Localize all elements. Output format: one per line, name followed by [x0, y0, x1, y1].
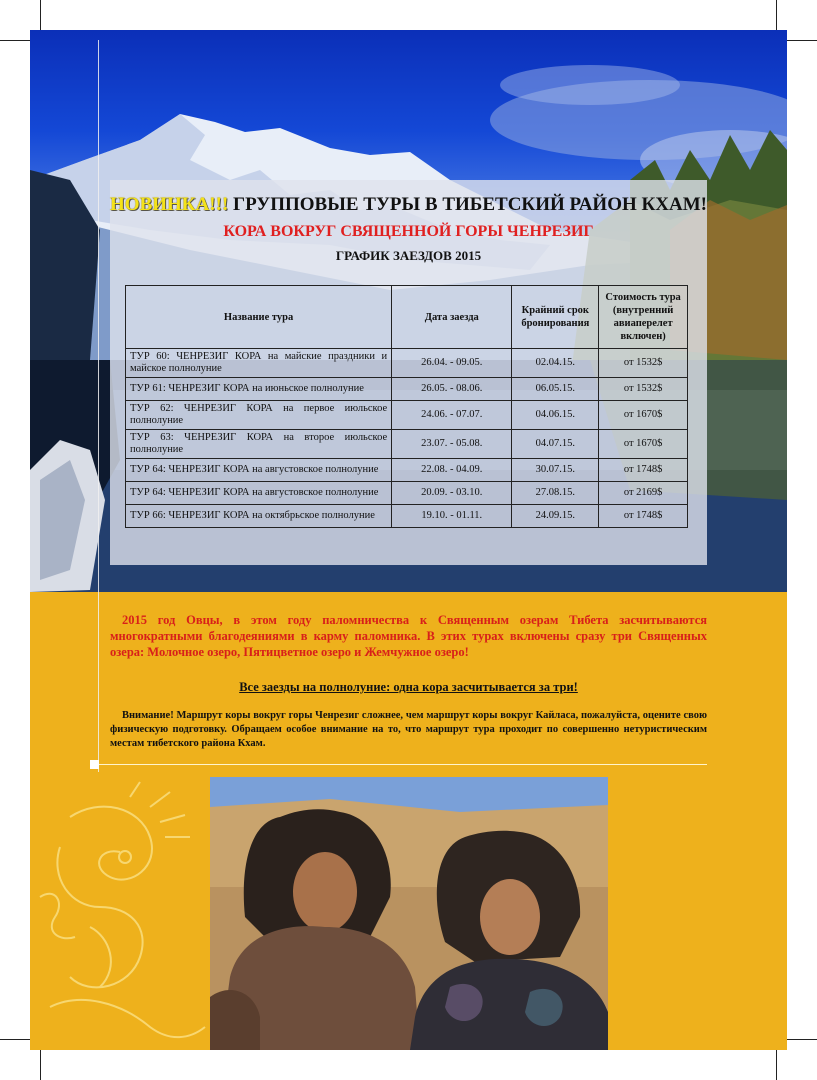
vertical-guide-line: [98, 40, 99, 772]
tour-price-cell: от 1670$: [599, 401, 688, 430]
divider-square: [90, 760, 99, 769]
column-header-price: Стоимость тура (внутренний авиаперелет включен): [599, 286, 688, 349]
flyer-page: [30, 30, 787, 1050]
tour-deadline-cell: 04.07.15.: [512, 430, 599, 459]
new-label: НОВИНКА!!!: [110, 194, 229, 215]
tour-deadline-cell: 04.06.15.: [512, 401, 599, 430]
tour-dates-cell: 26.04. - 09.05.: [392, 349, 512, 378]
tour-name-cell: ТУР 60: ЧЕНРЕЗИГ КОРА на майские праздники и майское полнолуние: [126, 349, 392, 378]
tour-schedule-panel: [110, 180, 707, 565]
dragon-ornament-icon: [30, 777, 210, 1050]
column-header-dates: Дата заезда: [392, 286, 512, 349]
tour-price-cell: от 1748$: [599, 505, 688, 528]
crop-mark: [787, 40, 817, 41]
tour-dates-cell: 23.07. - 05.08.: [392, 430, 512, 459]
tour-name-cell: ТУР 64: ЧЕНРЕЗИГ КОРА на августовское полнолуние: [126, 459, 392, 482]
tour-name-cell: ТУР 63: ЧЕНРЕЗИГ КОРА на второе июльское полнолуние: [126, 430, 392, 459]
tour-schedule-table: [125, 285, 688, 528]
table-row: [126, 349, 688, 378]
table-row: [126, 459, 688, 482]
tour-name-cell: ТУР 66: ЧЕНРЕЗИГ КОРА на октябрьское полнолуние: [126, 505, 392, 528]
crop-mark: [40, 1050, 41, 1080]
hero-image: [30, 30, 787, 592]
crop-mark: [40, 0, 41, 30]
crop-mark: [787, 1039, 817, 1040]
table-row: [126, 482, 688, 505]
info-section: [30, 592, 787, 1050]
subtitle: КОРА ВОКРУГ СВЯЩЕННОЙ ГОРЫ ЧЕНРЕЗИГ: [223, 223, 594, 240]
crop-mark: [776, 0, 777, 30]
tour-name-cell: ТУР 64: ЧЕНРЕЗИГ КОРА на августовское полнолуние: [126, 482, 392, 505]
tour-price-cell: от 1670$: [599, 430, 688, 459]
tour-dates-cell: 26.05. - 08.06.: [392, 378, 512, 401]
tour-name-cell: ТУР 61: ЧЕНРЕЗИГ КОРА на июньское полнолуние: [126, 378, 392, 401]
headline-text: ГРУППОВЫЕ ТУРЫ В ТИБЕТСКИЙ РАЙОН КХАМ!: [228, 194, 707, 215]
table-header-row: [126, 286, 688, 349]
tour-dates-cell: 22.08. - 04.09.: [392, 459, 512, 482]
column-header-tour-name: Название тура: [126, 286, 392, 349]
tour-name-cell: ТУР 62: ЧЕНРЕЗИГ КОРА на первое июльское полнолуние: [126, 401, 392, 430]
tour-price-cell: от 2169$: [599, 482, 688, 505]
children-photo: [210, 777, 608, 1050]
section-divider: [92, 764, 707, 765]
tour-price-cell: от 1748$: [599, 459, 688, 482]
tour-deadline-cell: 06.05.15.: [512, 378, 599, 401]
table-row: [126, 378, 688, 401]
crop-mark: [0, 1039, 30, 1040]
crop-mark: [0, 40, 30, 41]
attention-paragraph: Внимание! Маршрут коры вокруг горы Ченрезиг сложнее, чем маршрут коры вокруг Кайласа, пожалуйста, оцените свою физическую подготовку. Обращаем особое внимание на то, что маршрут тура проходит по совершенно нетуристическим местам тибетского района Кхам.: [110, 710, 707, 749]
two-children-illustration: [210, 777, 608, 1050]
tour-deadline-cell: 24.09.15.: [512, 505, 599, 528]
tour-price-cell: от 1532$: [599, 349, 688, 378]
schedule-title: ГРАФИК ЗАЕЗДОВ 2015: [335, 248, 482, 263]
tour-dates-cell: 24.06. - 07.07.: [392, 401, 512, 430]
column-header-deadline: Крайний срок бронирования: [512, 286, 599, 349]
sheep-year-paragraph: 2015 год Овцы, в этом году паломничества к Священным озерам Тибета засчитываются многократными благодеяниями в карму паломника. В этих турах включены сразу три Священных озера: Молочное озеро, Пятицветное озеро и Жемчужное озеро!: [110, 613, 707, 659]
table-row: [126, 505, 688, 528]
headline: [110, 194, 707, 216]
table-row: [126, 430, 688, 459]
tour-deadline-cell: 02.04.15.: [512, 349, 599, 378]
crop-mark: [776, 1050, 777, 1080]
tour-dates-cell: 19.10. - 01.11.: [392, 505, 512, 528]
full-moon-note: Все заезды на полнолуние: одна кора засчитывается за три!: [239, 680, 578, 694]
table-row: [126, 401, 688, 430]
tour-dates-cell: 20.09. - 03.10.: [392, 482, 512, 505]
tour-price-cell: от 1532$: [599, 378, 688, 401]
tour-deadline-cell: 30.07.15.: [512, 459, 599, 482]
tour-deadline-cell: 27.08.15.: [512, 482, 599, 505]
